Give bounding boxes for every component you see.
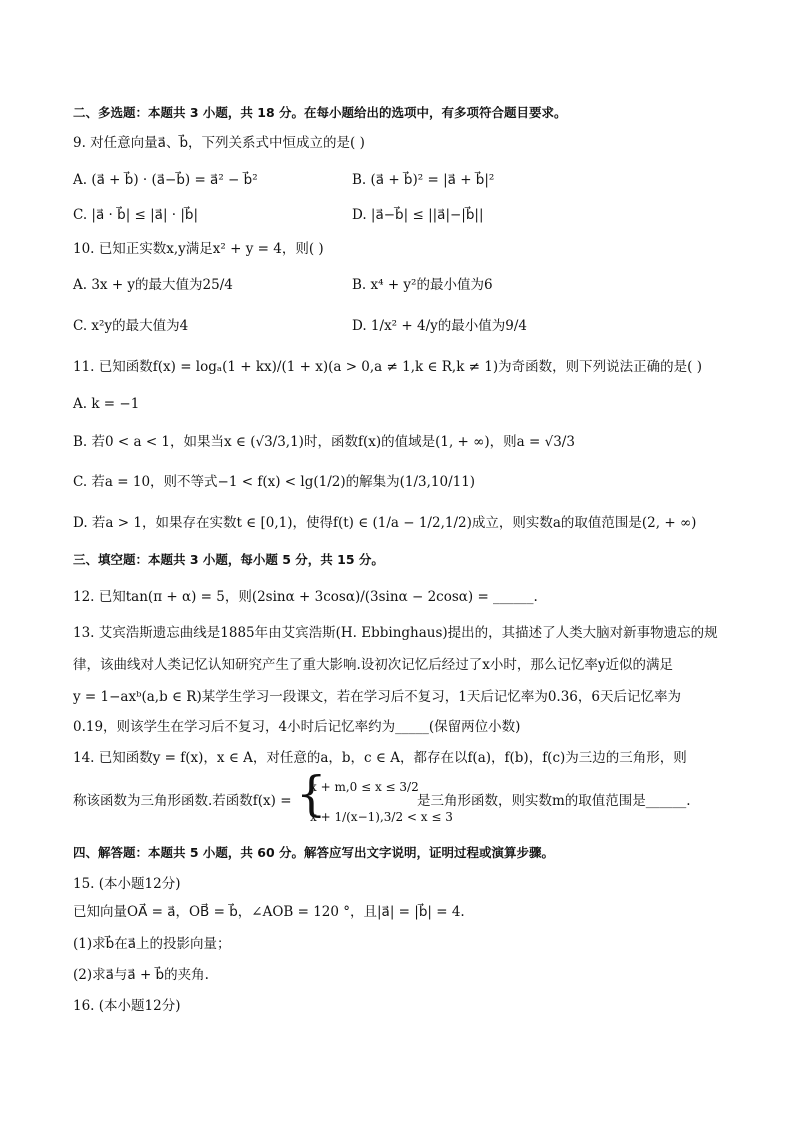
q10-option-a: A. 3x + y的最大值为25/4 [73, 277, 233, 293]
q11-stem: 11. 已知函数f(x) = logₐ(1 + kx)/(1 + x)(a > 0,a ≠ 1,k ∈ R,k ≠ 1)为奇函数，则下列说法正确的是( ) [73, 359, 702, 375]
q13-line-2: 律，该曲线对人类记忆认知研究产生了重大影响.设初次记忆后经过了x小时，那么记忆率y近似的满足 [73, 657, 674, 673]
q12-stem: 12. 已知tan(π + α) = 5，则(2sinα + 3cosα)/(3sinα − 2cosα) = ______. [73, 589, 538, 605]
q13-line-3: y = 1−axᵇ(a,b ∈ R)某学生学习一段课文，若在学习后不复习，1天后记忆率为0.36，6天后记忆率为 [73, 689, 681, 705]
q10-option-d: D. 1/x² + 4/y的最小值为9/4 [352, 318, 527, 334]
q10-option-c: C. x²y的最大值为4 [73, 318, 189, 334]
q13-line-1: 13. 艾宾浩斯遗忘曲线是1885年由艾宾浩斯(H. Ebbinghaus)提出的，其描述了人类大脑对新事物遗忘的规 [73, 625, 718, 641]
q9-option-b: B. (a⃗ + b⃗)² = |a⃗ + b⃗|² [352, 172, 495, 188]
q11-option-c: C. 若a = 10，则不等式−1 < f(x) < lg(1/2)的解集为(1/3,10/11) [73, 474, 476, 490]
q14-line-2-suffix: 是三角形函数，则实数m的取值范围是______. [417, 793, 691, 809]
q13-line-4: 0.19，则该学生在学习后不复习，4小时后记忆率约为_____(保留两位小数) [73, 719, 521, 735]
section-3-header: 三、填空题：本题共 3 小题，每小题 5 分，共 15 分。 [73, 552, 384, 567]
q9-option-a: A. (a⃗ + b⃗) · (a⃗−b⃗) = a⃗² − b⃗² [73, 172, 258, 188]
q11-option-b: B. 若0 < a < 1，如果当x ∈ (√3/3,1)时，函数f(x)的值域是(1, + ∞)，则a = √3/3 [73, 434, 575, 450]
q15-part-1: (1)求b⃗在a⃗上的投影向量； [73, 936, 231, 952]
q10-stem: 10. 已知正实数x,y满足x² + y = 4，则( ) [73, 241, 324, 257]
section-2-header: 二、多选题：本题共 3 小题，共 18 分。在每小题给出的选项中，有多项符合题目要求。 [73, 105, 567, 120]
section-4-header: 四、解答题：本题共 5 小题，共 60 分。解答应写出文字说明，证明过程或演算步骤。 [73, 845, 555, 860]
q9-option-c: C. |a⃗ · b⃗| ≤ |a⃗| · |b⃗| [73, 207, 199, 223]
q16-title: 16. (本小题12分) [73, 998, 181, 1014]
q14-case-1: x + m,0 ≤ x ≤ 3/2 [310, 780, 419, 794]
q11-option-d: D. 若a > 1，如果存在实数t ∈ [0,1)，使得f(t) ∈ (1/a − 1/2,1/2)成立，则实数a的取值范围是(2, + ∞) [73, 515, 697, 531]
q15-part-2: (2)求a⃗与a⃗ + b⃗的夹角. [73, 967, 209, 983]
q9-stem: 9. 对任意向量a⃗、b⃗，下列关系式中恒成立的是( ) [73, 135, 365, 151]
q9-option-d: D. |a⃗−b⃗| ≤ ||a⃗|−|b⃗|| [352, 207, 484, 223]
q10-option-b: B. x⁴ + y²的最小值为6 [352, 277, 493, 293]
q14-line-1: 14. 已知函数y = f(x)，x ∈ A，对任意的a，b，c ∈ A，都存在以f(a)，f(b)，f(c)为三边的三角形，则 [73, 750, 687, 766]
q14-case-2: x + 1/(x−1),3/2 < x ≤ 3 [310, 810, 453, 824]
q11-option-a: A. k = −1 [73, 396, 140, 412]
q15-given: 已知向量OA⃗ = a⃗，OB⃗ = b⃗，∠AOB = 120 °，且|a⃗| = |b⃗| = 4. [73, 904, 465, 920]
q15-title: 15. (本小题12分) [73, 876, 181, 892]
q14-line-2-prefix: 称该函数为三角形函数.若函数f(x) = [73, 793, 292, 809]
piecewise-brace: { [296, 766, 327, 822]
